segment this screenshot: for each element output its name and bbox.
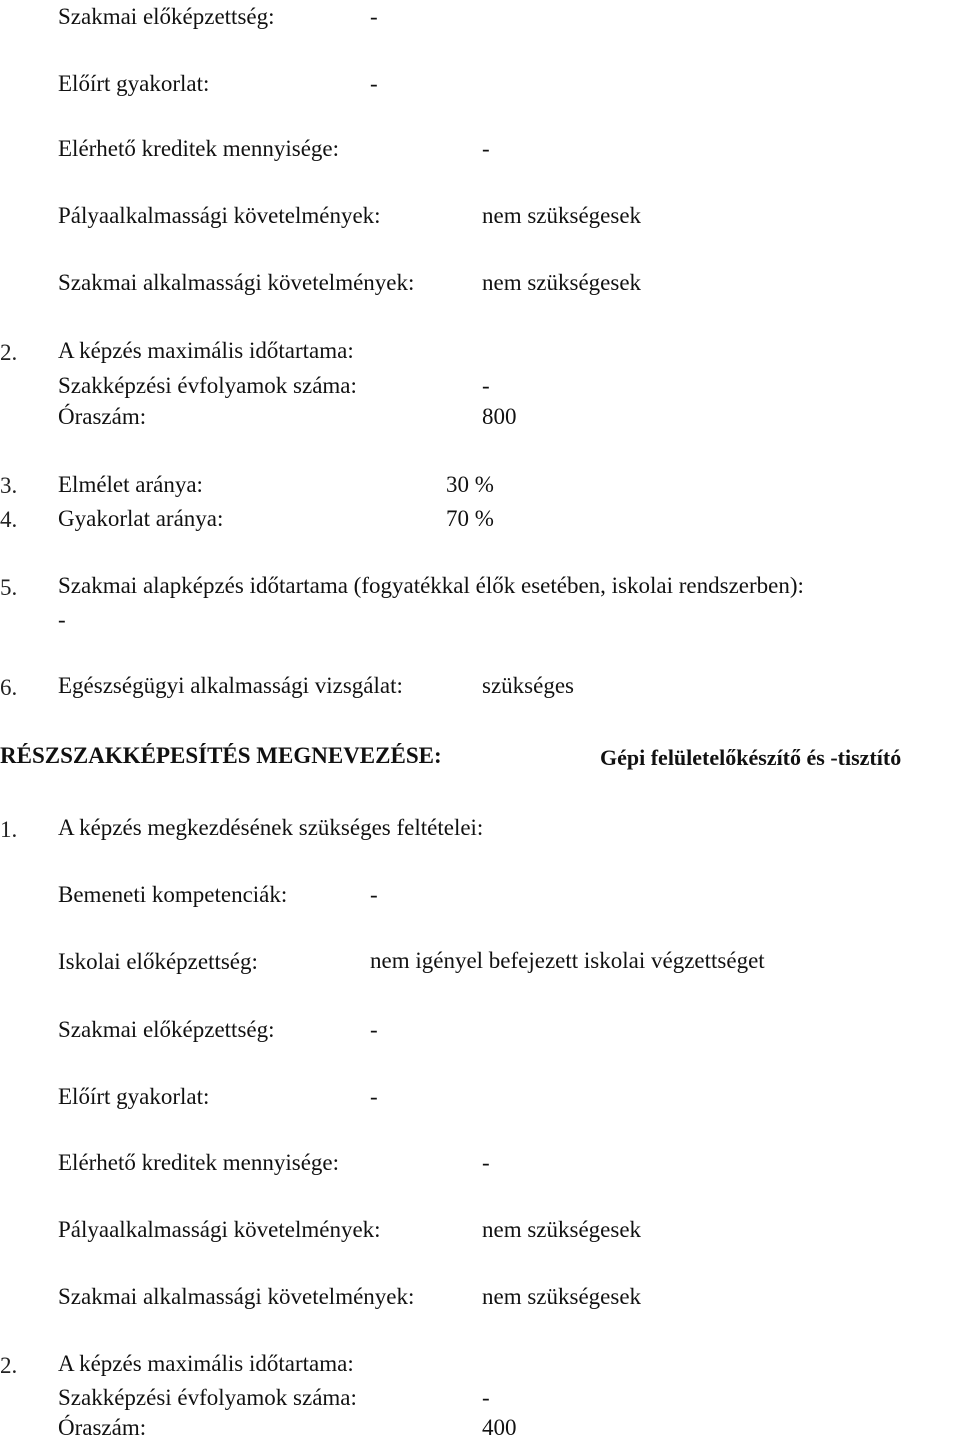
oraszam-value: 400 bbox=[482, 1415, 517, 1440]
bemeneti-label: Bemeneti kompetenciák: bbox=[58, 882, 288, 907]
palyaalkalmassagi-value: nem szükségesek bbox=[482, 203, 642, 228]
max-idotartam-heading: A képzés maximális időtartama: bbox=[58, 338, 354, 363]
palyaalkalmassagi-label: Pályaalkalmassági követelmények: bbox=[58, 1217, 381, 1242]
eloirt-gyakorlat-value: - bbox=[370, 1084, 378, 1109]
gyakorlat-aranya-label: Gyakorlat aránya: bbox=[58, 506, 224, 531]
eloirt-gyakorlat-value: - bbox=[370, 71, 378, 96]
szakmai-alkalmassagi-label: Szakmai alkalmassági követelmények: bbox=[58, 1284, 415, 1309]
oraszam-value: 800 bbox=[482, 404, 517, 429]
item-number: 5. bbox=[0, 575, 18, 600]
oraszam-label: Óraszám: bbox=[58, 1415, 147, 1440]
szakmai-alkalmassagi-label: Szakmai alkalmassági követelmények: bbox=[58, 270, 415, 295]
szakmai-elokepzettseg-value: - bbox=[370, 1017, 378, 1042]
palyaalkalmassagi-label: Pályaalkalmassági követelmények: bbox=[58, 203, 381, 228]
szakmai-elokepzettseg-label: Szakmai előképzettség: bbox=[58, 4, 275, 29]
eloirt-gyakorlat-label: Előírt gyakorlat: bbox=[58, 71, 210, 96]
alapkepzes-idotartam-value: - bbox=[58, 607, 66, 632]
oraszam-label: Óraszám: bbox=[58, 404, 147, 429]
evfolyamok-value: - bbox=[482, 373, 490, 398]
iskolai-value: nem igényel befejezett iskolai végzettséget bbox=[370, 948, 765, 973]
szakmai-alkalmassagi-value: nem szükségesek bbox=[482, 1284, 642, 1309]
szakmai-alkalmassagi-value: nem szükségesek bbox=[482, 270, 642, 295]
reszszakkepesites-name: Gépi felületelőkészítő és -tisztító bbox=[600, 745, 902, 770]
elmelet-aranya-label: Elmélet aránya: bbox=[58, 472, 203, 497]
evfolyamok-label: Szakképzési évfolyamok száma: bbox=[58, 1385, 357, 1410]
item-number: 3. bbox=[0, 473, 18, 498]
item-number: 4. bbox=[0, 507, 18, 532]
iskolai-label: Iskolai előképzettség: bbox=[58, 949, 258, 974]
item-number: 2. bbox=[0, 340, 18, 365]
kreditek-value: - bbox=[482, 136, 490, 161]
palyaalkalmassagi-value: nem szükségesek bbox=[482, 1217, 642, 1242]
egeszsegugyi-label: Egészségügyi alkalmassági vizsgálat: bbox=[58, 673, 403, 698]
szakmai-elokepzettseg-value: - bbox=[370, 4, 378, 29]
evfolyamok-value: - bbox=[482, 1385, 490, 1410]
bemeneti-value: - bbox=[370, 882, 378, 907]
item-number: 2. bbox=[0, 1353, 18, 1378]
reszszakkepesites-heading: RÉSZSZAKKÉPESÍTÉS MEGNEVEZÉSE: bbox=[0, 743, 442, 768]
alapkepzes-idotartam-label: Szakmai alapképzés időtartama (fogyatékkal élők esetében, iskolai rendszerben): bbox=[58, 573, 804, 598]
kreditek-value: - bbox=[482, 1150, 490, 1175]
kreditek-label: Elérhető kreditek mennyisége: bbox=[58, 136, 340, 161]
kreditek-label: Elérhető kreditek mennyisége: bbox=[58, 1150, 340, 1175]
item-number: 1. bbox=[0, 817, 18, 842]
gyakorlat-aranya-value: 70 % bbox=[446, 506, 494, 531]
eloirt-gyakorlat-label: Előírt gyakorlat: bbox=[58, 1084, 210, 1109]
egeszsegugyi-value: szükséges bbox=[482, 673, 574, 698]
item-number: 6. bbox=[0, 675, 18, 700]
szakmai-elokepzettseg-label: Szakmai előképzettség: bbox=[58, 1017, 275, 1042]
evfolyamok-label: Szakképzési évfolyamok száma: bbox=[58, 373, 357, 398]
elmelet-aranya-value: 30 % bbox=[446, 472, 494, 497]
max-idotartam-heading: A képzés maximális időtartama: bbox=[58, 1351, 354, 1376]
feltetelek-heading: A képzés megkezdésének szükséges feltételei: bbox=[58, 815, 484, 840]
